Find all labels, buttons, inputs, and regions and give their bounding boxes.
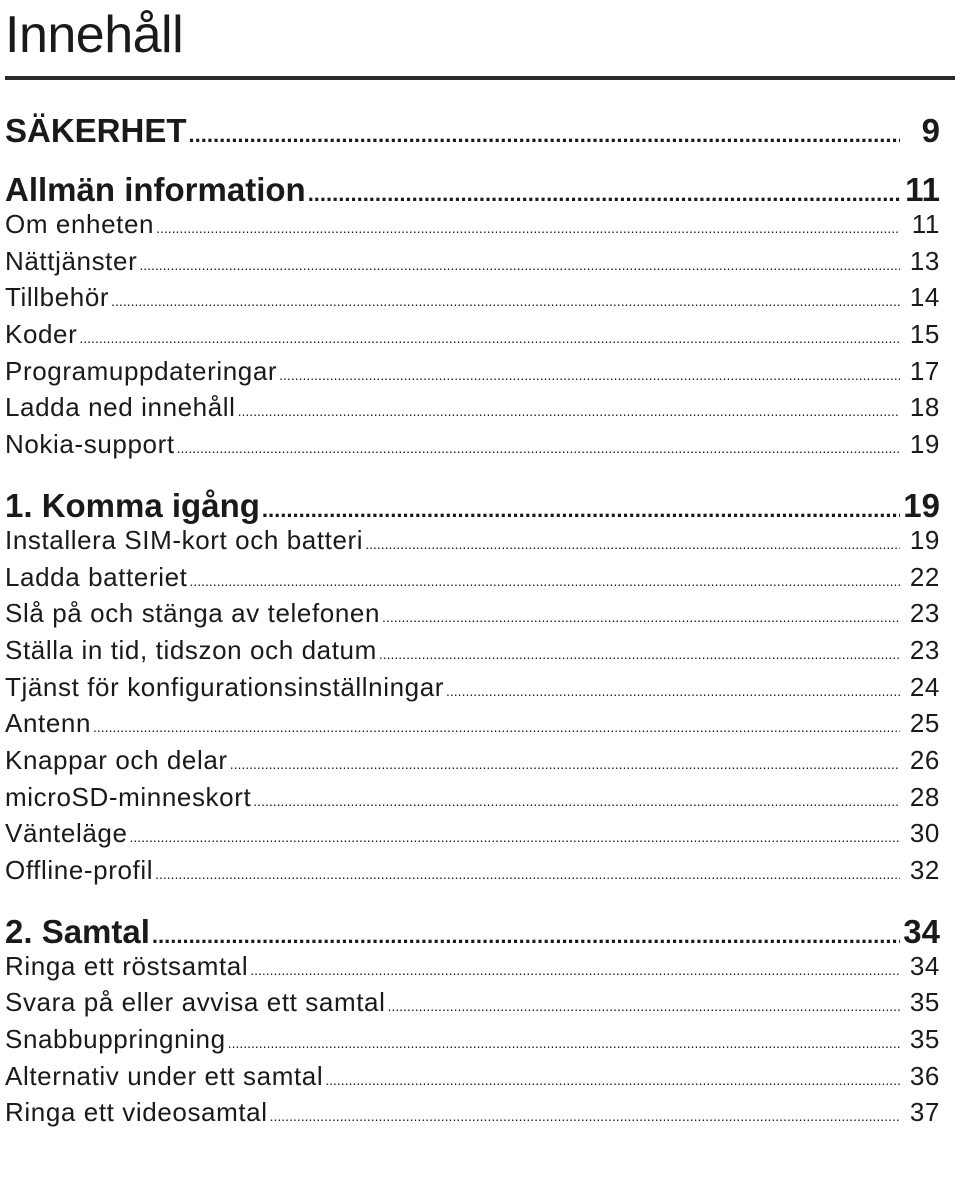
toc-entry[interactable] (5, 818, 940, 855)
dot-leader (189, 122, 900, 148)
toc-entry-page: 23 (909, 634, 940, 665)
dot-leader (93, 719, 900, 735)
dot-leader (230, 756, 900, 772)
toc-entry-page: 37 (909, 1097, 940, 1128)
toc-heading[interactable] (5, 487, 940, 525)
toc-entry-label: Ladda batteriet (5, 561, 188, 592)
dot-leader (279, 367, 900, 383)
toc-heading-page: 9 (921, 112, 940, 149)
toc-section-samtal (5, 913, 940, 1134)
toc-entry-label: Alternativ under ett samtal (5, 1060, 324, 1091)
toc-entry[interactable] (5, 598, 940, 635)
toc-entry[interactable] (5, 635, 940, 672)
toc-entry-label: Tjänst för konfigurationsinställningar (5, 671, 445, 702)
toc-entry-label: microSD-minneskort (5, 781, 252, 812)
dot-leader (111, 293, 900, 309)
dot-leader (177, 440, 900, 456)
dot-leader (189, 573, 900, 589)
toc-entry[interactable] (5, 525, 940, 562)
dot-leader (253, 793, 900, 809)
toc-entry-page: 15 (909, 319, 940, 350)
dot-leader (228, 1035, 900, 1051)
toc-entry-page: 25 (909, 708, 940, 739)
dot-leader (262, 497, 900, 523)
toc-entry-label: Tillbehör (5, 282, 110, 313)
toc-entry[interactable] (5, 1097, 940, 1134)
toc-entry-label: Ringa ett röstsamtal (5, 950, 249, 981)
toc-entry[interactable] (5, 209, 940, 246)
dot-leader (155, 866, 900, 882)
title-divider (5, 76, 955, 80)
toc-entry[interactable] (5, 562, 940, 599)
dot-leader (379, 646, 900, 662)
toc-entry[interactable] (5, 1024, 940, 1061)
toc-entry-page: 23 (909, 598, 940, 629)
toc-heading-page: 19 (903, 486, 940, 524)
toc-entry-label: Offline-profil (5, 855, 154, 885)
toc-entry[interactable] (5, 708, 940, 745)
dot-leader (446, 683, 900, 699)
toc-entry[interactable] (5, 282, 940, 319)
toc-entry-label: Svara på eller avvisa ett samtal (5, 987, 386, 1018)
dot-leader (308, 181, 900, 207)
toc-entry[interactable] (5, 672, 940, 709)
toc-entry-label: Ringa ett videosamtal (5, 1097, 268, 1128)
toc-heading-label: 2. Samtal (5, 912, 150, 950)
toc-entry[interactable] (5, 1061, 940, 1098)
toc-entry[interactable] (5, 951, 940, 988)
toc-entry[interactable] (5, 319, 940, 356)
toc-entry-label: Knappar och delar (5, 744, 228, 775)
toc-entry-page: 22 (909, 561, 940, 592)
toc-entry[interactable] (5, 987, 940, 1024)
dot-leader (79, 330, 900, 346)
toc-entry-label: Nokia-support (5, 429, 175, 460)
toc-entry[interactable] (5, 855, 940, 892)
toc-entry-page: 17 (909, 355, 940, 386)
toc-entry[interactable] (5, 246, 940, 283)
dot-leader (382, 609, 900, 625)
toc-entry-page: 28 (909, 781, 940, 812)
toc-entry-label: Om enheten (5, 209, 155, 239)
dot-leader (325, 1072, 900, 1088)
toc-entry-page: 35 (909, 987, 940, 1018)
dot-leader (152, 923, 900, 949)
toc-heading[interactable] (5, 171, 940, 209)
dot-leader (238, 403, 900, 419)
toc-entry-page: 30 (909, 818, 940, 849)
dot-leader (387, 998, 900, 1014)
toc-entry-label: Ladda ned innehåll (5, 392, 236, 423)
dot-leader (130, 829, 900, 845)
toc-entry-label: Programuppdateringar (5, 355, 278, 386)
toc-entry-page: 14 (909, 282, 940, 313)
toc-entry-page: 34 (909, 950, 940, 981)
toc-entry[interactable] (5, 356, 940, 393)
toc-heading-label: SÄKERHET (5, 112, 187, 149)
toc-entry[interactable] (5, 392, 940, 429)
toc-section-allman-information (5, 171, 940, 466)
toc-entry-label: Antenn (5, 708, 92, 739)
toc-section-komma-igang (5, 487, 940, 892)
dot-leader (139, 257, 900, 273)
dot-leader (365, 536, 900, 552)
toc-entry-page: 35 (909, 1024, 940, 1055)
toc-entry-page: 36 (909, 1060, 940, 1091)
toc-entry-label: Snabbuppringning (5, 1024, 226, 1055)
toc-entry[interactable] (5, 429, 940, 466)
toc-heading[interactable] (5, 913, 940, 951)
dot-leader (250, 962, 900, 978)
toc-entry-label: Nättjänster (5, 245, 138, 276)
toc-entry-page: 26 (909, 744, 940, 775)
toc-entry[interactable] (5, 745, 940, 782)
toc-heading-page: 11 (905, 171, 940, 208)
page-title: Innehåll (5, 6, 184, 64)
toc-entry-page: 18 (909, 392, 940, 423)
toc-entry-label: Slå på och stänga av telefonen (5, 598, 381, 629)
toc-entry[interactable] (5, 782, 940, 819)
toc-entry-page: 24 (909, 671, 940, 702)
table-of-contents (5, 112, 940, 1155)
toc-entry-page: 13 (909, 245, 940, 276)
toc-entry-label: Ställa in tid, tidszon och datum (5, 634, 377, 665)
toc-entry-label: Installera SIM-kort och batteri (5, 524, 364, 555)
toc-entry-page: 19 (909, 429, 940, 460)
dot-leader (156, 220, 900, 236)
toc-entry-label: Vänteläge (5, 818, 128, 849)
toc-heading-label: Allmän information (5, 171, 306, 208)
toc-entry-page: 19 (909, 524, 940, 555)
toc-entry-label: Koder (5, 319, 78, 350)
toc-heading-page: 34 (903, 912, 940, 950)
toc-heading[interactable] (5, 112, 940, 150)
toc-entry-page: 32 (909, 855, 940, 885)
toc-entry-page: 11 (911, 209, 940, 239)
dot-leader (270, 1108, 900, 1124)
toc-heading-label: 1. Komma igång (5, 486, 260, 524)
toc-section-sakerhet (5, 112, 940, 150)
